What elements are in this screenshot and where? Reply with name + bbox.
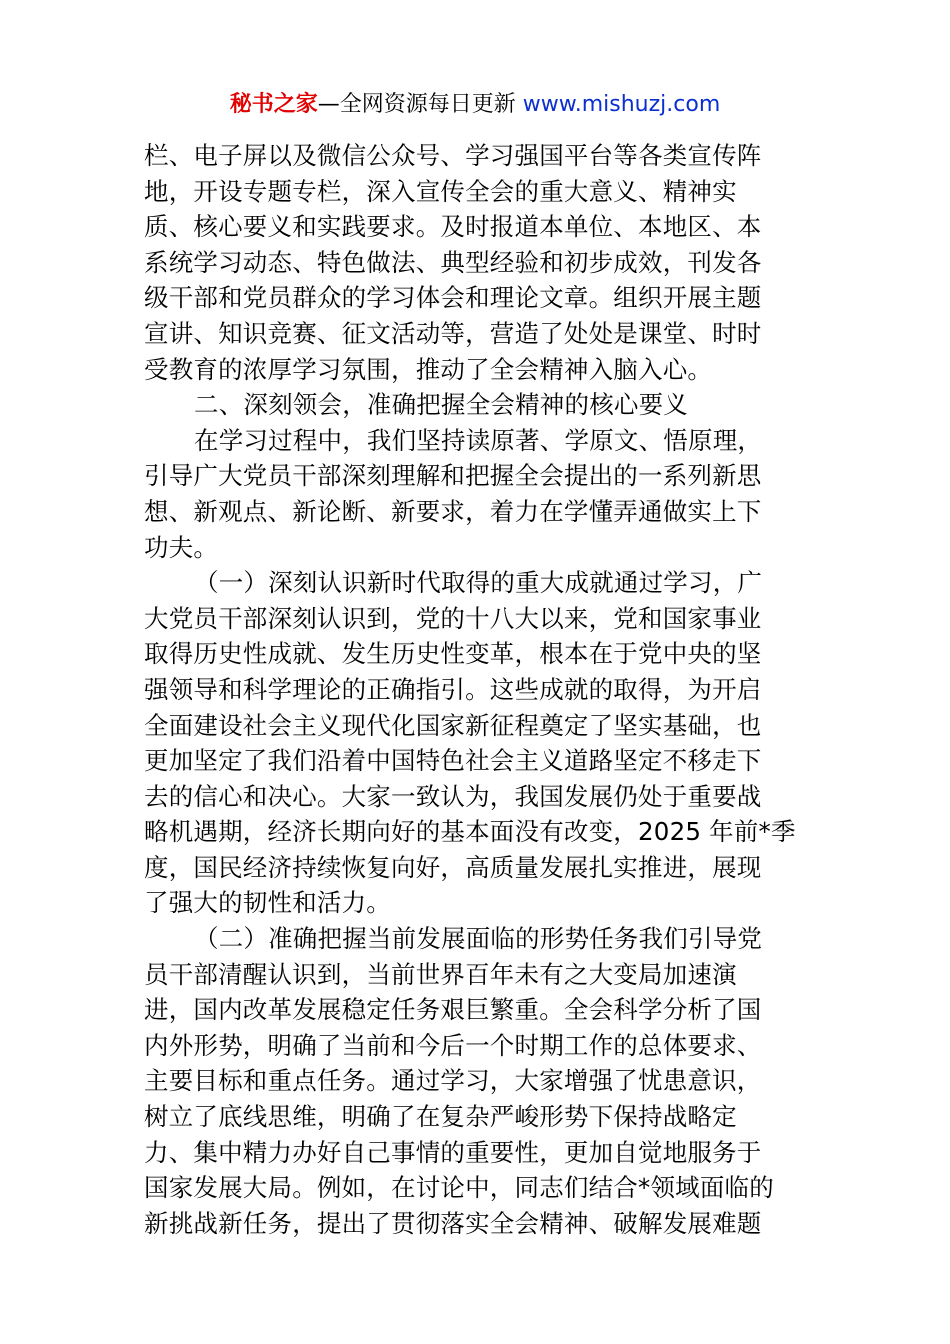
text-line: 受教育的浓厚学习氛围，推动了全会精神入脑入心。 xyxy=(144,354,713,384)
paragraph-first-line: （一）深刻认识新时代取得的重大成就通过学习，广 xyxy=(194,568,763,598)
text-line: 系统学习动态、特色做法、典型经验和初步成效，刊发各 xyxy=(144,247,762,277)
text-line: 取得历史性成就、发生历史性变革，根本在于党中央的坚 xyxy=(144,639,762,669)
text-line: 栏、电子屏以及微信公众号、学习强国平台等各类宣传阵 xyxy=(144,141,762,170)
text-line: 国家发展大局。例如，在讨论中，同志们结合*领域面临的 xyxy=(144,1173,774,1203)
text-line: 略机遇期，经济长期向好的基本面没有改变，2025 年前*季 xyxy=(144,817,796,847)
text-line: 强领导和科学理论的正确指引。这些成就的取得，为开启 xyxy=(144,674,762,704)
text-line: 更加坚定了我们沿着中国特色社会主义道路坚定不移走下 xyxy=(144,746,762,776)
paragraph-first-line: 在学习过程中，我们坚持读原著、学原文、悟原理， xyxy=(194,425,763,455)
text-line: 树立了底线思维，明确了在复杂严峻形势下保持战略定 xyxy=(144,1102,737,1132)
text-line: 大党员干部深刻认识到，党的十八大以来，党和国家事业 xyxy=(144,603,762,633)
paragraph-first-line: 二、深刻领会，准确把握全会精神的核心要义 xyxy=(194,390,688,420)
text-line: 新挑战新任务，提出了贯彻落实全会精神、破解发展难题 xyxy=(144,1208,762,1238)
text-line: 力、集中精力办好自己事情的重要性，更加自觉地服务于 xyxy=(144,1137,762,1167)
text-line: 全面建设社会主义现代化国家新征程奠定了坚实基础，也 xyxy=(144,710,762,740)
paragraph-first-line: （二）准确把握当前发展面临的形势任务我们引导党 xyxy=(194,924,763,954)
text-line: 功夫。 xyxy=(144,532,219,562)
text-line: 地，开设专题专栏，深入宣传全会的重大意义、精神实 xyxy=(144,176,737,206)
text-line: 员干部清醒认识到，当前世界百年未有之大变局加速演 xyxy=(144,959,737,989)
document-body xyxy=(144,138,814,1241)
text-line: 质、核心要义和实践要求。及时报道本单位、本地区、本 xyxy=(144,212,762,242)
text-line: 宣讲、知识竞赛、征文活动等，营造了处处是课堂、时时 xyxy=(144,318,762,348)
text-line: 引导广大党员干部深刻理解和把握全会提出的一系列新思 xyxy=(144,461,762,491)
text-line: 内外形势，明确了当前和今后一个时期工作的总体要求、 xyxy=(144,1030,762,1060)
text-line: 主要目标和重点任务。通过学习，大家增强了忧患意识， xyxy=(144,1066,762,1096)
text-line: 级干部和党员群众的学习体会和理论文章。组织开展主题 xyxy=(144,283,762,313)
site-tagline: —全网资源每日更新 xyxy=(317,92,523,117)
site-url-link[interactable]: www.mishuzj.com xyxy=(522,92,721,117)
text-line: 进，国内改革发展稳定任务艰巨繁重。全会科学分析了国 xyxy=(144,995,762,1025)
page-header xyxy=(0,88,950,122)
text-line: 了强大的韧性和活力。 xyxy=(144,888,391,918)
text-line: 度，国民经济持续恢复向好，高质量发展扎实推进，展现 xyxy=(144,852,762,882)
text-line: 想、新观点、新论断、新要求，着力在学懂弄通做实上下 xyxy=(144,496,762,526)
text-line: 去的信心和决心。大家一致认为，我国发展仍处于重要战 xyxy=(144,781,762,811)
site-brand: 秘书之家 xyxy=(229,92,318,117)
